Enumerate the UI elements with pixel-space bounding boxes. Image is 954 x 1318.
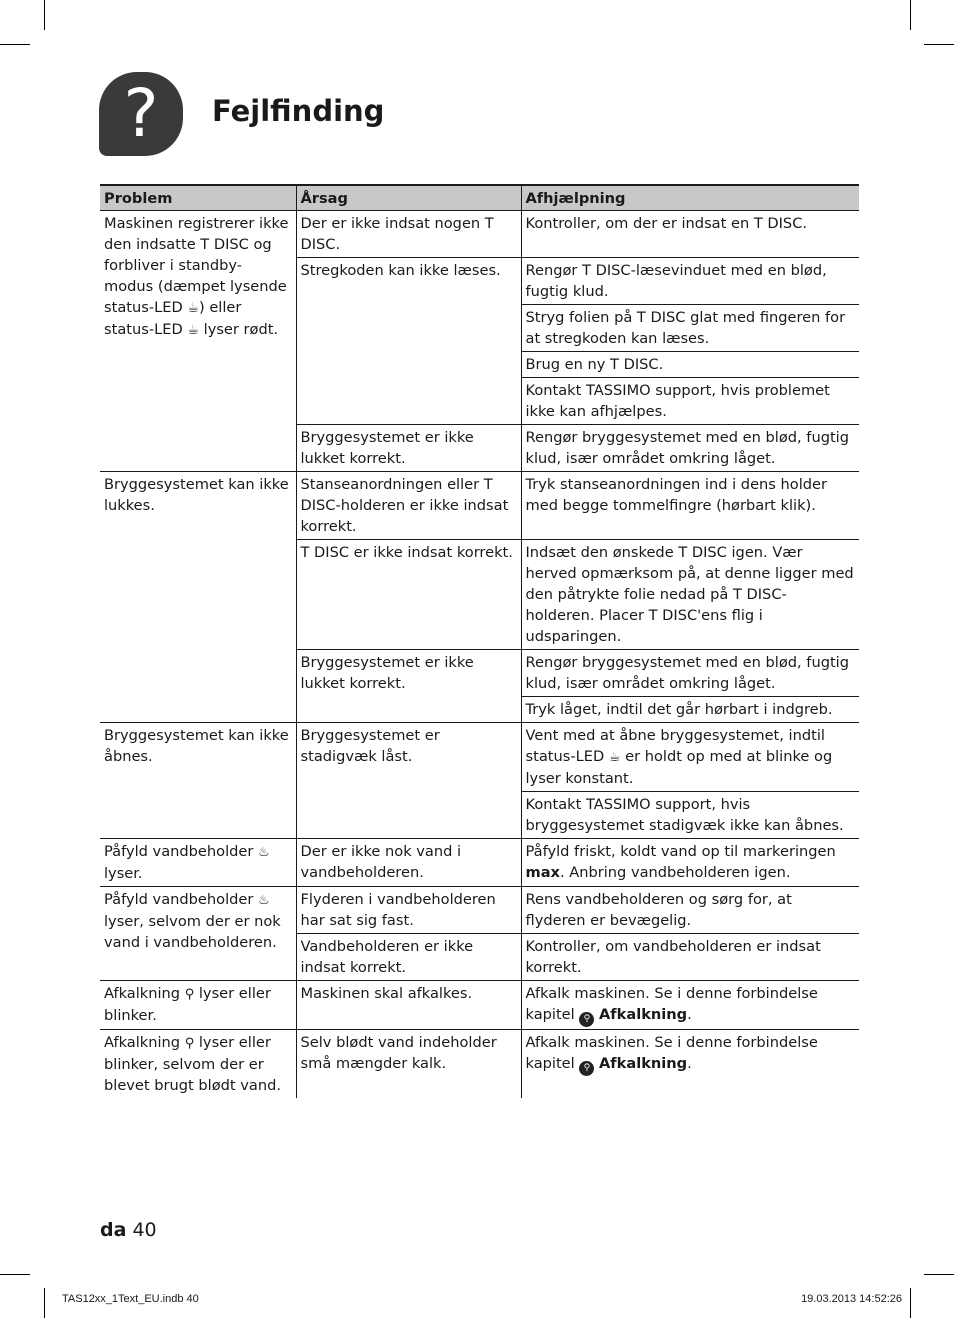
problem-cell: Bryggesystemet kan ikke lukkes.	[100, 472, 296, 723]
remedy-cell: Stryg folien på T DISC glat med fingeren for at stregkoden kan læses.	[521, 305, 859, 352]
question-icon: ?	[99, 72, 183, 156]
cup-icon: ☕	[187, 323, 199, 338]
crop-mark	[0, 1274, 30, 1275]
remedy-cell: Kontakt TASSIMO support, hvis problemet ikke kan afhjælpes.	[521, 378, 859, 425]
footer-filename: TAS12xx_1Text_EU.indb 40	[62, 1293, 199, 1305]
crop-mark	[44, 0, 45, 30]
cause-cell: Vandbeholderen er ikke indsat korrekt.	[296, 934, 521, 981]
column-header-cause: Årsag	[296, 185, 521, 211]
cause-cell: Stregkoden kan ikke læses.	[296, 258, 521, 425]
column-header-problem: Problem	[100, 185, 296, 211]
cause-cell: Der er ikke indsat nogen T DISC.	[296, 211, 521, 258]
cause-cell: Bryggesystemet er ikke lukket korrekt.	[296, 650, 521, 723]
problem-cell: Maskinen registrerer ikke den indsatte T DISC og forbliver i standby-modus (dæmpet lysende status-LED ☕) eller status-LED ☕ lyser rødt.	[100, 211, 296, 472]
descale-icon: ⚲	[184, 1036, 195, 1051]
cause-cell: Flyderen i vandbeholderen har sat sig fast.	[296, 887, 521, 934]
crop-mark	[0, 44, 30, 45]
crop-mark	[910, 1288, 911, 1318]
crop-mark	[924, 1274, 954, 1275]
column-header-remedy: Afhjælpning	[521, 185, 859, 211]
remedy-cell: Rengør bryggesystemet med en blød, fugtig klud, især området omkring låget.	[521, 425, 859, 472]
remedy-cell: Rengør T DISC-læsevinduet med en blød, fugtig klud.	[521, 258, 859, 305]
water-tank-icon: ♨	[258, 845, 270, 860]
table-row	[100, 723, 859, 792]
footer-timestamp: 19.03.2013 14:52:26	[801, 1293, 902, 1305]
table-row	[100, 981, 859, 1030]
cup-icon: ☕	[187, 301, 199, 316]
cause-cell: Maskinen skal afkalkes.	[296, 981, 521, 1030]
cause-cell: Bryggesystemet er ikke lukket korrekt.	[296, 425, 521, 472]
remedy-cell: Kontakt TASSIMO support, hvis bryggesystemet stadigvæk ikke kan åbnes.	[521, 792, 859, 839]
troubleshooting-table	[100, 184, 859, 1098]
table-row	[100, 839, 859, 887]
problem-cell: Afkalkning ⚲ lyser eller blinker.	[100, 981, 296, 1030]
table-row	[100, 1030, 859, 1099]
remedy-cell: Indsæt den ønskede T DISC igen. Vær herved opmærksom på, at denne ligger med den påtrykte folie nedad på T DISC-holderen. Placer T DISC'ens flig i udsparingen.	[521, 540, 859, 650]
problem-cell: Afkalkning ⚲ lyser eller blinker, selvom der er blevet brugt blødt vand.	[100, 1030, 296, 1099]
table-row	[100, 472, 859, 540]
descale-icon: ⚲	[579, 1012, 594, 1027]
descale-icon: ⚲	[579, 1061, 594, 1076]
remedy-cell: Vent med at åbne bryggesystemet, indtil status-LED ☕ er holdt op med at blinke og lyser konstant.	[521, 723, 859, 792]
remedy-cell: Påfyld friskt, koldt vand op til markeringen max. Anbring vandbeholderen igen.	[521, 839, 859, 887]
cause-cell: Der er ikke nok vand i vandbeholderen.	[296, 839, 521, 887]
descale-icon: ⚲	[184, 987, 195, 1002]
remedy-cell: Kontroller, om der er indsat en T DISC.	[521, 211, 859, 258]
remedy-cell: Rengør bryggesystemet med en blød, fugtig klud, især området omkring låget.	[521, 650, 859, 697]
remedy-cell: Tryk låget, indtil det går hørbart i indgreb.	[521, 697, 859, 723]
cause-cell: Selv blødt vand indeholder små mængder kalk.	[296, 1030, 521, 1099]
table-row	[100, 887, 859, 934]
crop-mark	[910, 0, 911, 30]
cup-icon: ☕	[608, 750, 621, 765]
crop-mark	[924, 44, 954, 45]
cause-cell: Stanseanordningen eller T DISC-holderen er ikke indsat korrekt.	[296, 472, 521, 540]
remedy-cell: Kontroller, om vandbeholderen er indsat korrekt.	[521, 934, 859, 981]
remedy-cell: Tryk stanseanordningen ind i dens holder med begge tommelfingre (hørbart klik).	[521, 472, 859, 540]
page-number: da 40	[100, 1219, 157, 1241]
table-row	[100, 211, 859, 258]
problem-cell: Påfyld vandbeholder ♨ lyser.	[100, 839, 296, 887]
problem-cell: Påfyld vandbeholder ♨ lyser, selvom der er nok vand i vandbeholderen.	[100, 887, 296, 981]
cause-cell: T DISC er ikke indsat korrekt.	[296, 540, 521, 650]
page-title: Fejlfinding	[212, 94, 385, 128]
water-tank-icon: ♨	[258, 893, 270, 908]
crop-mark	[44, 1288, 45, 1318]
remedy-cell: Afkalk maskinen. Se i denne forbindelse kapitel ⚲ Afkalkning.	[521, 981, 859, 1030]
cause-cell: Bryggesystemet er stadigvæk låst.	[296, 723, 521, 839]
problem-cell: Bryggesystemet kan ikke åbnes.	[100, 723, 296, 839]
remedy-cell: Brug en ny T DISC.	[521, 352, 859, 378]
table-header-row	[100, 185, 859, 211]
remedy-cell: Afkalk maskinen. Se i denne forbindelse kapitel ⚲ Afkalkning.	[521, 1030, 859, 1099]
remedy-cell: Rens vandbeholderen og sørg for, at flyderen er bevægelig.	[521, 887, 859, 934]
